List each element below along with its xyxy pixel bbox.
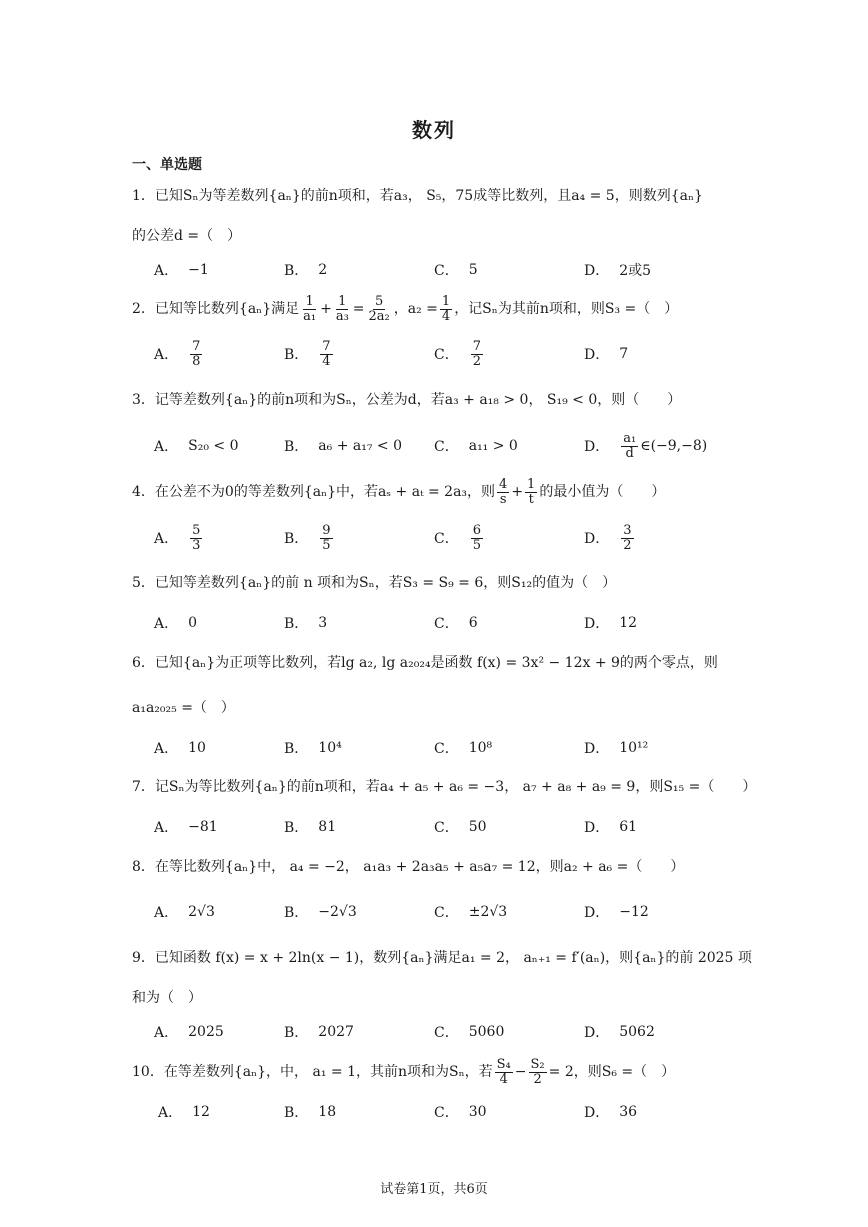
option-c: C． 50: [434, 819, 487, 836]
option-b: B． 3: [284, 615, 328, 632]
question-4-text: 4．在公差不为0的等差数列{aₙ}中，若aₛ + aₜ = 2a₃，则 $\frac{4}{s}$ + $\frac{1}{t}$ 的最小值为（ ）: [132, 476, 666, 507]
question-3-options: [0, 430, 868, 462]
question-7-options: [0, 811, 868, 843]
question-8-text: 8．在等比数列{aₙ}中， a₄ = −2， a₁a₃ + 2a₃a₅ + a₅a₇ = 12，则a₂ + a₆ =（ ）: [132, 859, 685, 875]
option-b: B． $\frac{9}{5}$: [284, 522, 331, 553]
question-9-options: [0, 1016, 868, 1048]
fraction: $\frac{1}{\text{a₁}}$: [303, 293, 317, 324]
question-10-text: 10．在等差数列{aₙ}，中， a₁ = 1，其前n项和为Sₙ，若 $\frac{\text{S₄}}{4}$ − $\frac{\text{S₂}}{2}$ = 2，则S₆ =（ ）: [132, 1056, 676, 1087]
option-d: D． 5062: [584, 1024, 655, 1041]
question-8-options: [0, 896, 868, 928]
option-a: A． 2025: [154, 1024, 224, 1041]
option-c: C． 5060: [434, 1024, 505, 1041]
page-footer: 试卷第1页，共6页: [380, 1182, 488, 1197]
option-b: B． 2027: [284, 1024, 354, 1041]
question-6-options: [0, 732, 868, 764]
fraction: $\frac{1}{t}$: [527, 476, 536, 507]
question-3-text: 3．记等差数列{aₙ}的前n项和为Sₙ，公差为d，若a₃ + a₁₈ > 0， S₁₉ < 0，则（ ）: [132, 392, 682, 408]
option-c: C． a₁₁ > 0: [434, 438, 518, 455]
option-d: D． −12: [584, 904, 649, 921]
option-d: D． 12: [584, 615, 638, 632]
option-d: D． $\frac{\text{a₁}}{d}$ ∈(−9,−8): [584, 430, 708, 461]
option-a: A． 0: [154, 615, 198, 632]
question-9-text-cont: 和为（ ）: [132, 990, 202, 1006]
question-6-text-cont: a₁a₂₀₂₅ =（ ）: [132, 700, 235, 716]
option-a: A． −1: [154, 262, 209, 279]
option-a: A． $\frac{7}{8}$: [154, 338, 201, 369]
option-c: C． ±2√3: [434, 904, 508, 921]
question-7-text: 7．记Sₙ为等比数列{aₙ}的前n项和，若a₄ + a₅ + a₆ = −3， a₇ + a₈ + a₉ = 9，则S₁₅ =（ ）: [132, 779, 757, 795]
option-b: B． 18: [284, 1104, 337, 1121]
question-5-options: [0, 607, 868, 639]
page-title: 数列: [412, 118, 456, 142]
option-c: C． 10⁸: [434, 740, 493, 757]
option-a: A． 12: [158, 1104, 210, 1121]
option-d: D． 7: [584, 346, 629, 363]
option-d: D． 2或5: [584, 263, 652, 279]
option-c: C． 6: [434, 615, 478, 632]
option-b: B． 10⁴: [284, 740, 342, 757]
question-9-text: 9．已知函数 f(x) = x + 2ln(x − 1)，数列{aₙ}满足a₁ = 2， aₙ₊₁ = f′(aₙ)，则{aₙ}的前 2025 项: [132, 950, 752, 966]
question-1-text-cont: 的公差d =（ ）: [132, 228, 242, 244]
question-6-text: 6．已知{aₙ}为正项等比数列，若lg a₂, lg a₂₀₂₄是函数 f(x) = 3x² − 12x + 9的两个零点，则: [132, 655, 718, 671]
option-d: D． $\frac{3}{2}$: [584, 522, 632, 553]
option-b: B． $\frac{7}{4}$: [284, 338, 331, 369]
fraction: $\frac{4}{s}$: [499, 476, 508, 507]
question-10-options: [0, 1096, 868, 1128]
section-heading: 一、单选题: [132, 157, 202, 173]
fraction: $\frac{\text{S₂}}{2}$: [530, 1056, 545, 1087]
option-d: D． 10¹²: [584, 740, 649, 757]
fraction: $\frac{1}{\text{a₃}}$: [335, 293, 349, 324]
option-a: A． 10: [154, 740, 206, 757]
question-2-options: [0, 338, 868, 370]
fraction: $\frac{\text{S₄}}{4}$: [496, 1056, 511, 1087]
option-b: B． −2√3: [284, 904, 357, 921]
question-1-text: 1．已知Sₙ为等差数列{aₙ}的前n项和，若a₃， S₅，75成等比数列，且a₄ = 5，则数列{aₙ}: [132, 188, 703, 204]
question-5-text: 5．已知等差数列{aₙ}的前 n 项和为Sₙ，若S₃ = S₉ = 6，则S₁₂的值为（ ）: [132, 575, 617, 591]
option-a: A． 2√3: [154, 904, 215, 921]
option-c: C． 5: [434, 262, 478, 279]
option-c: C． 30: [434, 1104, 487, 1121]
question-2-text: 2．已知等比数列{aₙ}满足 $\frac{1}{\text{a₁}}$ + $\frac{1}{\text{a₃}}$ = $\frac{5}{\text{2a₂}}$ ，a₂ = $\frac{1}{4}$ ，记Sₙ为其前n项和，则S₃ =（ ）: [132, 293, 679, 324]
option-c: C． $\frac{6}{5}$: [434, 522, 481, 553]
question-4-options: [0, 522, 868, 554]
question-1-options: [0, 254, 868, 286]
fraction: $\frac{5}{\text{2a₂}}$: [368, 293, 390, 324]
option-a: A． −81: [154, 819, 218, 836]
option-b: B． 81: [284, 819, 337, 836]
option-d: D． 36: [584, 1104, 638, 1121]
option-d: D． 61: [584, 819, 638, 836]
option-c: C． $\frac{7}{2}$: [434, 338, 481, 369]
fraction: $\frac{1}{4}$: [441, 293, 451, 324]
option-a: A． S₂₀ < 0: [154, 438, 239, 455]
option-a: A． $\frac{5}{3}$: [154, 522, 201, 553]
option-b: B． 2: [284, 262, 328, 279]
option-b: B． a₆ + a₁₇ < 0: [284, 438, 402, 455]
